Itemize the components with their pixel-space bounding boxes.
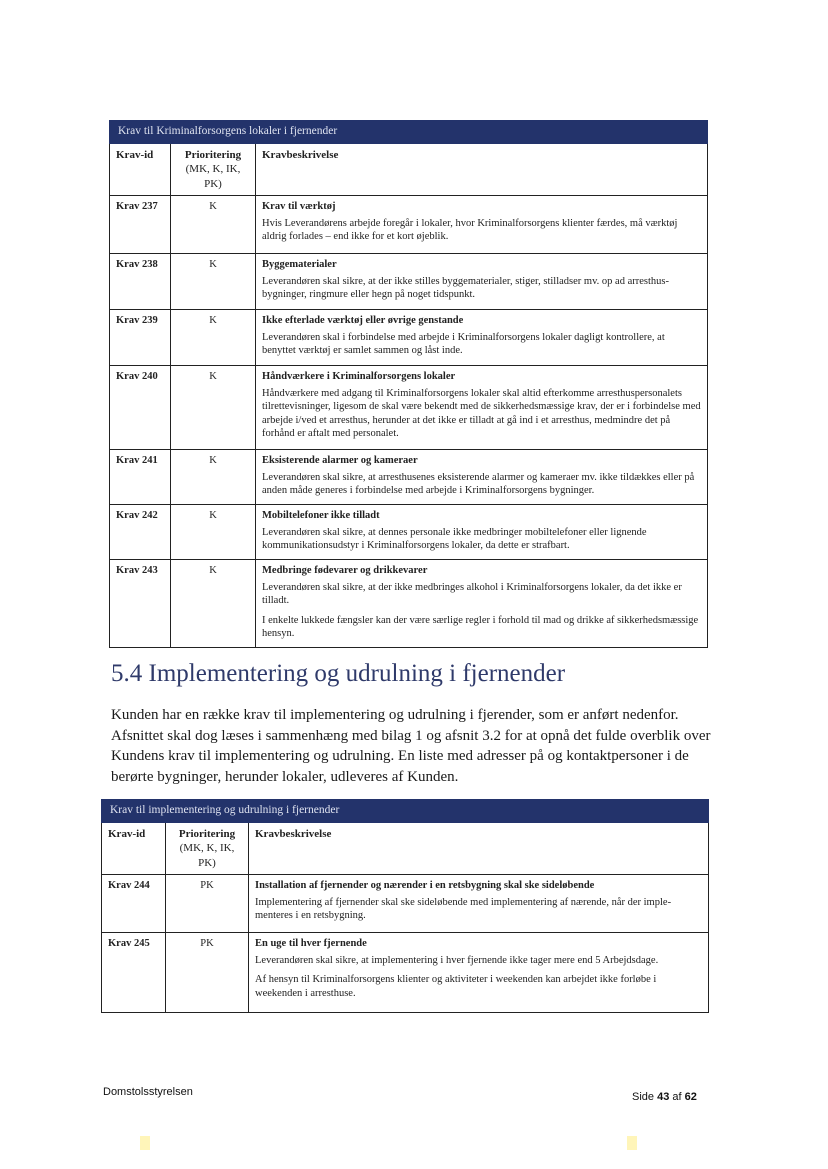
requirements-table-prison-premises [109, 120, 708, 648]
priority-scale: (MK, K, IK, PK) [179, 842, 235, 869]
table-row [110, 504, 708, 559]
req-id: Krav 243 [110, 559, 171, 647]
req-id: Krav 245 [102, 932, 166, 1012]
req-id: Krav 242 [110, 504, 171, 559]
table-caption: Krav til implementering og udrulning i fjernender [102, 800, 709, 823]
req-id: Krav 238 [110, 253, 171, 309]
req-priority: K [171, 504, 256, 559]
req-description [256, 504, 708, 559]
req-description [256, 253, 708, 309]
req-text: Leverandøren skal sikre, at der ikke stilles byggematerialer, stiger, stilladser mv. op ad arresthusbygninger, ringmure eller hegn på noget tidspunkt. [262, 275, 669, 301]
req-id: Krav 241 [110, 449, 171, 504]
req-description [256, 449, 708, 504]
req-title: Installation af fjernender og nærender i en retsbygning skal ske sideløbende [255, 879, 595, 891]
req-text: Håndværkere med adgang til Kriminalforsorgens lokaler skal altid efterkomme arresthuspersonalets tilrettevisninger, ligesom de skal være bekendt med de sikkerhedsmæssige krav, der er i forbindelse med arbejde i/ved et arresthus, herunder at det ikke er tilladt at gå ind i et arresthus, medmindre det på forhånd er aftalt med personalet. [262, 387, 701, 440]
req-text: Hvis Leverandørens arbejde foregår i lokaler, hvor Kriminalforsorgens klienter færdes, må værktøj aldrig forlades – end ikke for et kort øjeblik. [262, 217, 678, 243]
req-text-note: I enkelte lukkede fængsler kan der være særlige regler i forhold til mad og drikke af sikkerhedsmæssige hensyn. [262, 614, 699, 640]
req-description [256, 365, 708, 449]
col-header-id: Krav-id [102, 823, 166, 875]
req-text: Leverandøren skal sikre, at dennes personale ikke medbringer mobiltelefoner eller lignende kommunikationsudstyr i Kriminalforsorgens lokaler, da dette er strafbart. [262, 526, 647, 552]
table-row [102, 874, 709, 932]
footer-page-number [632, 1091, 697, 1103]
col-header-priority [166, 823, 249, 875]
table-caption: Krav til Kriminalforsorgens lokaler i fjernender [110, 121, 708, 144]
req-priority: K [171, 449, 256, 504]
req-title: Krav til værktøj [262, 200, 336, 212]
table-row [110, 195, 708, 253]
col-header-priority [171, 144, 256, 196]
req-title: Håndværkere i Kriminalforsorgens lokaler [262, 370, 456, 382]
req-description [249, 874, 709, 932]
col-header-id: Krav-id [110, 144, 171, 196]
table-row [110, 309, 708, 365]
priority-title: Prioritering [184, 149, 242, 161]
page-total: 62 [684, 1091, 697, 1103]
req-priority: K [171, 309, 256, 365]
req-id: Krav 237 [110, 195, 171, 253]
req-text: Leverandøren skal sikre, at implementering i hver fjernende ikke tager mere end 5 Arbejdsdage. [255, 954, 659, 966]
req-text: Leverandøren skal i forbindelse med arbejde i Kriminalforsorgens lokaler dagligt kontrollere, at benyttet værktøj er samlet sammen og låst inde. [262, 331, 665, 357]
req-description [256, 195, 708, 253]
highlight-mark-right [627, 1136, 637, 1150]
req-title: Eksisterende alarmer og kameraer [262, 454, 418, 466]
req-priority: K [171, 559, 256, 647]
req-priority: PK [166, 932, 249, 1012]
req-priority: K [171, 253, 256, 309]
req-priority: K [171, 365, 256, 449]
req-id: Krav 240 [110, 365, 171, 449]
req-text-note: Af hensyn til Kriminalforsorgens klienter og aktiviteter i weekenden kan arbejdet ikke forløbe i weekenden i arresthuse. [255, 974, 657, 999]
req-text: Leverandøren skal sikre, at arresthusenes eksisterende alarmer og kameraer mv. ikke tildækkes eller på anden måde generes i forbindelse med arbejde i Kriminalforsorgens bygninger. [262, 471, 695, 497]
col-header-description: Kravbeskrivelse [256, 144, 708, 196]
req-id: Krav 239 [110, 309, 171, 365]
req-description [256, 309, 708, 365]
req-description [256, 559, 708, 647]
req-title: Mobiltelefoner ikke tilladt [262, 509, 380, 521]
req-title: Medbringe fødevarer og drikkevarer [262, 564, 428, 576]
table-row [110, 365, 708, 449]
requirements-table-implementation [101, 799, 709, 1013]
table-row [110, 253, 708, 309]
priority-title: Prioritering [178, 828, 236, 840]
req-title: Byggematerialer [262, 258, 337, 270]
priority-scale: (MK, K, IK, PK) [185, 163, 241, 190]
req-text: Implementering af fjernender skal ske sideløbende med implementering af nærende, når der implementeres i en retsbygning. [255, 896, 672, 922]
req-description [249, 932, 709, 1012]
req-title: En uge til hver fjernende [255, 937, 367, 949]
page-of: af [672, 1091, 682, 1103]
section-heading: 5.4 Implementering og udrulning i fjernender [111, 660, 566, 687]
col-header-description: Kravbeskrivelse [249, 823, 709, 875]
highlight-mark-left [140, 1136, 150, 1150]
table-row [102, 932, 709, 1012]
table-row [110, 449, 708, 504]
req-title: Ikke efterlade værktøj eller øvrige genstande [262, 314, 464, 326]
req-priority: K [171, 195, 256, 253]
req-text: Leverandøren skal sikre, at der ikke medbringes alkohol i Kriminalforsorgens lokaler, da det ikke er tilladt. [262, 581, 682, 607]
table-row [110, 559, 708, 647]
page-prefix: Side [632, 1091, 655, 1103]
req-priority: PK [166, 874, 249, 932]
footer-organization: Domstolsstyrelsen [103, 1086, 193, 1098]
page-current: 43 [657, 1091, 670, 1103]
section-paragraph: Kunden har en række krav til implementering og udrulning i fjerender, som er anført nedenfor. Afsnittet skal dog læses i sammenhæng med bilag 1 og afsnit 3.2 for at opnå det fulde overblik over Kundens krav til implementering og udrulning. En liste med adresser på og kontaktpersoner i de berørte bygninger, herunder lokaler, udleveres af Kunden. [111, 707, 711, 786]
req-id: Krav 244 [102, 874, 166, 932]
